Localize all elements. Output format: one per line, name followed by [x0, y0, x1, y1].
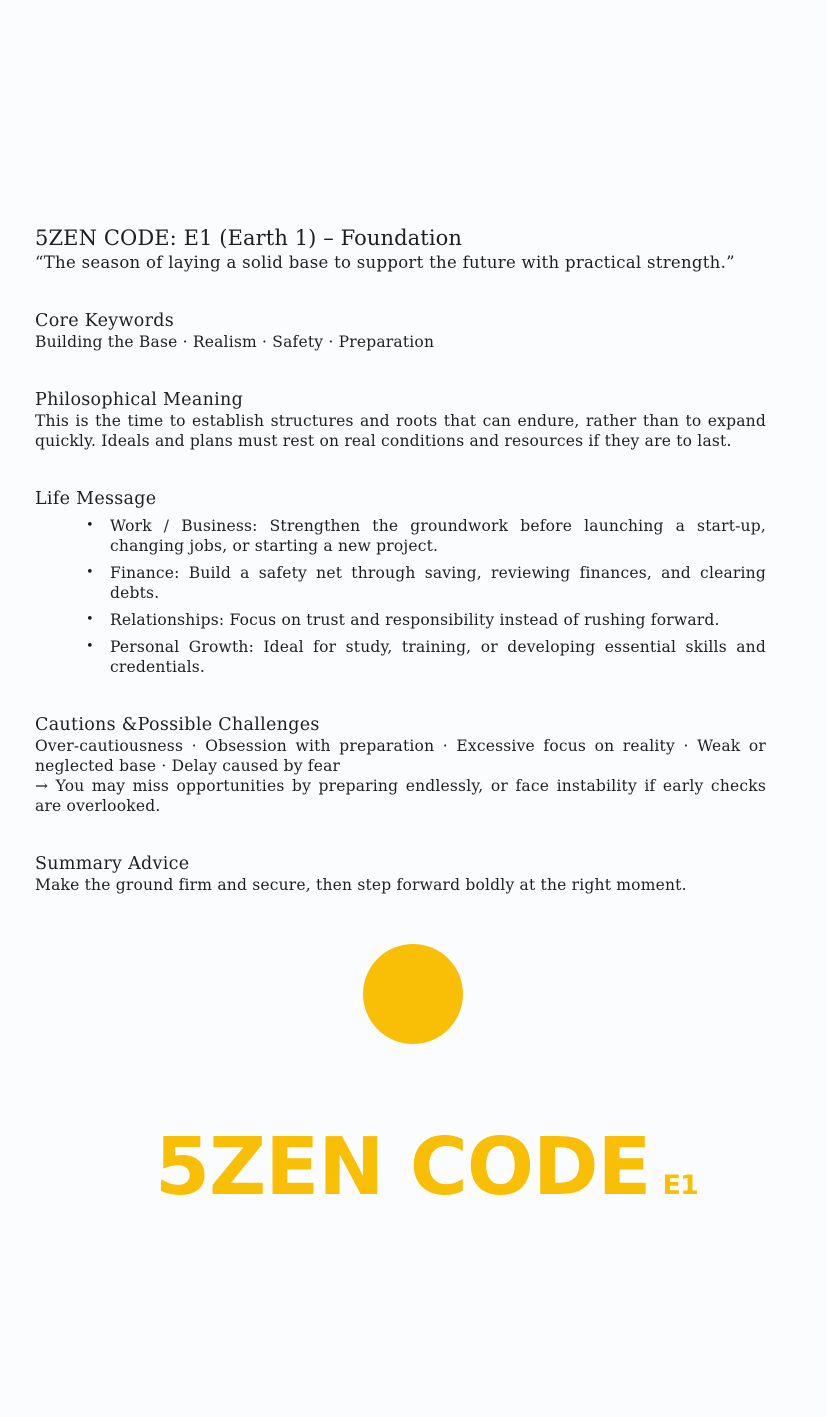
document-title: 5ZEN CODE: E1 (Earth 1) – Foundation [35, 226, 463, 250]
bullet-icon: • [86, 565, 94, 580]
document-body [35, 224, 766, 895]
summary-advice-section [35, 853, 766, 895]
summary-advice-text: Make the ground firm and secure, then step forward boldly at the right moment. [35, 876, 687, 894]
summary-advice-heading: Summary Advice [35, 854, 190, 874]
philosophical-meaning-heading: Philosophical Meaning [35, 390, 244, 410]
list-item [86, 610, 766, 630]
list-item-text: Relationships: Focus on trust and responsibility instead of rushing forward. [110, 611, 720, 629]
cautions-heading: Cautions &Possible Challenges [35, 715, 320, 735]
bullet-icon: • [86, 518, 94, 533]
list-item-text: Personal Growth: Ideal for study, training, or developing essential skills and credentials. [110, 638, 766, 676]
core-keywords-heading: Core Keywords [35, 311, 175, 331]
life-message-heading: Life Message [35, 489, 157, 509]
brand-logo-text: 5ZEN CODE [155, 1121, 651, 1213]
list-item [86, 563, 766, 603]
list-item-text: Finance: Build a safety net through saving, reviewing finances, and clearing debts. [110, 564, 766, 602]
bullet-icon: • [86, 612, 94, 627]
yellow-circle-icon [363, 944, 463, 1044]
core-keywords-text: Building the Base · Realism · Safety · Preparation [35, 333, 435, 351]
list-item [86, 516, 766, 556]
core-keywords-section [35, 310, 766, 352]
brand-code-label: E1 [662, 1170, 698, 1201]
list-item [86, 637, 766, 677]
bullet-icon: • [86, 639, 94, 654]
cautions-section [35, 714, 766, 816]
philosophical-meaning-section [35, 389, 766, 451]
list-item-text: Work / Business: Strengthen the groundwork before launching a start-up, changing jobs, or starting a new project. [110, 517, 766, 555]
document-quote: “The season of laying a solid base to support the future with practical strength.” [35, 253, 735, 272]
cautions-note: → You may miss opportunities by preparing endlessly, or face instability if early checks are overlooked. [35, 777, 766, 815]
brand-logo [155, 1122, 698, 1212]
life-message-list [35, 516, 766, 677]
philosophical-meaning-text: This is the time to establish structures and roots that can endure, rather than to expand quickly. Ideals and plans must rest on real conditions and resources if they are to last. [35, 412, 766, 450]
life-message-section [35, 488, 766, 677]
cautions-text: Over-cautiousness · Obsession with preparation · Excessive focus on reality · Weak or neglected base · Delay caused by fear [35, 737, 766, 775]
